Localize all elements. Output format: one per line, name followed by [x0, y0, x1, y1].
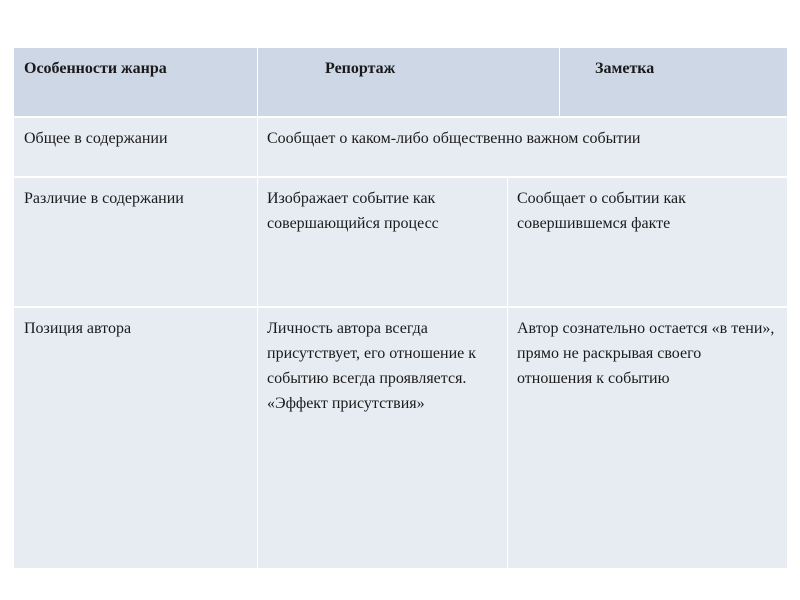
- cell-reportage-author-position: [257, 308, 507, 568]
- row-label-common-content: [14, 118, 257, 176]
- cell-text: Автор сознательно остается «в тени», прямо не раскрывая своего отношения к событию: [517, 320, 775, 387]
- column-divider: [559, 48, 560, 116]
- genre-comparison-table: [14, 48, 787, 568]
- header-label-reportage: Репортаж: [325, 60, 396, 77]
- column-divider: [257, 48, 258, 568]
- column-divider: [507, 178, 508, 568]
- header-label-note: Заметка: [595, 60, 655, 77]
- cell-text: Личность автора всегда присутствует, его отношение к событию всегда проявляется. «Эффект присутствия»: [267, 320, 477, 412]
- cell-reportage-content-difference: [257, 178, 507, 306]
- row-divider: [14, 176, 787, 178]
- row-divider: [14, 306, 787, 308]
- header-cell-reportage: [257, 48, 559, 116]
- cell-common-content-merged: [257, 118, 787, 176]
- row-label-text: Различие в содержании: [24, 190, 184, 207]
- row-label-author-position: [14, 308, 257, 568]
- header-label-genre-features: Особенности жанра: [24, 60, 167, 77]
- row-divider: [14, 116, 787, 118]
- cell-text: Сообщает о событии как совершившемся факте: [517, 190, 686, 232]
- cell-text: Сообщает о каком-либо общественно важном событии: [267, 130, 641, 147]
- cell-note-content-difference: [507, 178, 787, 306]
- row-label-text: Общее в содержании: [24, 130, 168, 147]
- row-label-content-difference: [14, 178, 257, 306]
- cell-note-author-position: [507, 308, 787, 568]
- row-label-text: Позиция автора: [24, 320, 132, 337]
- cell-text: Изображает событие как совершающийся процесс: [267, 190, 439, 232]
- header-cell-genre-features: [14, 48, 257, 116]
- header-cell-note: [559, 48, 787, 116]
